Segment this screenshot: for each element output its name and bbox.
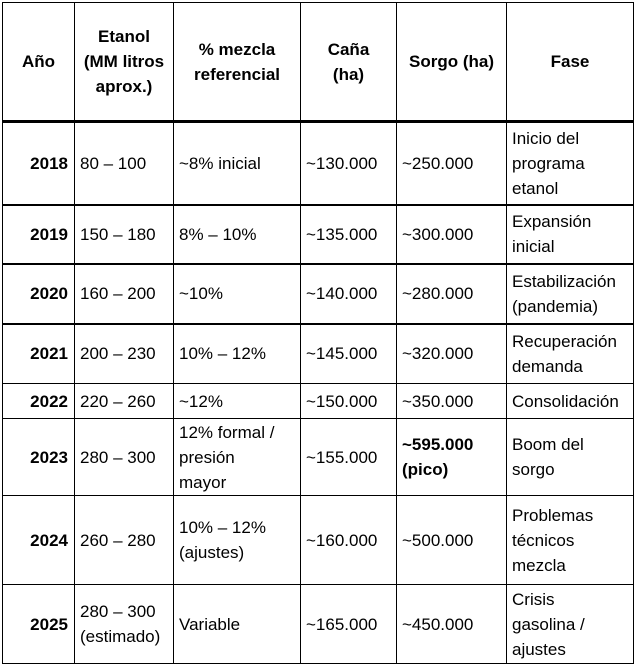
table-row (3, 122, 634, 205)
cell-year: 2023 (3, 419, 75, 496)
cell-year: 2024 (3, 496, 75, 585)
cell-cane: ~155.000 (301, 419, 397, 496)
table-row (3, 205, 634, 264)
header-row (3, 3, 634, 122)
cell-sorghum: ~450.000 (397, 585, 507, 664)
header-cane: Caña (ha) (301, 3, 397, 122)
header-year: Año (3, 3, 75, 122)
cell-sorghum-peak: ~595.000 (pico) (397, 419, 507, 496)
cell-cane: ~150.000 (301, 384, 397, 419)
cell-ethanol: 160 – 200 (75, 264, 174, 324)
cell-cane: ~140.000 (301, 264, 397, 324)
cell-ethanol: 280 – 300 (75, 419, 174, 496)
cell-phase: Estabilización (pandemia) (507, 264, 634, 324)
cell-blend: 10% – 12% (174, 324, 301, 384)
cell-phase: Expansión inicial (507, 205, 634, 264)
cell-blend: ~8% inicial (174, 122, 301, 205)
cell-year: 2018 (3, 122, 75, 205)
cell-year: 2020 (3, 264, 75, 324)
cell-blend: 8% – 10% (174, 205, 301, 264)
cell-year: 2021 (3, 324, 75, 384)
table-row (3, 264, 634, 324)
cell-ethanol: 150 – 180 (75, 205, 174, 264)
cell-sorghum: ~320.000 (397, 324, 507, 384)
cell-cane: ~160.000 (301, 496, 397, 585)
cell-ethanol: 200 – 230 (75, 324, 174, 384)
cell-ethanol: 280 – 300 (estimado) (75, 585, 174, 664)
table-row (3, 419, 634, 496)
cell-blend: Variable (174, 585, 301, 664)
cell-phase: Problemas técnicos mezcla (507, 496, 634, 585)
cell-blend: 10% – 12% (ajustes) (174, 496, 301, 585)
table-row (3, 496, 634, 585)
cell-year: 2019 (3, 205, 75, 264)
table-row (3, 585, 634, 664)
table-row (3, 384, 634, 419)
cell-cane: ~135.000 (301, 205, 397, 264)
cell-phase: Recuperación demanda (507, 324, 634, 384)
header-blend: % mezcla referencial (174, 3, 301, 122)
cell-sorghum: ~350.000 (397, 384, 507, 419)
cell-ethanol: 80 – 100 (75, 122, 174, 205)
cell-year: 2025 (3, 585, 75, 664)
cell-cane: ~165.000 (301, 585, 397, 664)
cell-phase: Consolidación (507, 384, 634, 419)
table-row (3, 324, 634, 384)
cell-phase: Crisis gasolina / ajustes (507, 585, 634, 664)
header-sorghum: Sorgo (ha) (397, 3, 507, 122)
cell-cane: ~130.000 (301, 122, 397, 205)
cell-sorghum: ~250.000 (397, 122, 507, 205)
cell-blend: 12% formal / presión mayor (174, 419, 301, 496)
cell-cane: ~145.000 (301, 324, 397, 384)
cell-sorghum: ~280.000 (397, 264, 507, 324)
cell-phase: Boom del sorgo (507, 419, 634, 496)
cell-sorghum: ~500.000 (397, 496, 507, 585)
cell-blend: ~10% (174, 264, 301, 324)
cell-sorghum: ~300.000 (397, 205, 507, 264)
header-phase: Fase (507, 3, 634, 122)
cell-ethanol: 220 – 260 (75, 384, 174, 419)
cell-year: 2022 (3, 384, 75, 419)
cell-phase: Inicio del programa etanol (507, 122, 634, 205)
ethanol-table (2, 2, 634, 664)
cell-ethanol: 260 – 280 (75, 496, 174, 585)
cell-blend: ~12% (174, 384, 301, 419)
header-ethanol: Etanol (MM litros aprox.) (75, 3, 174, 122)
